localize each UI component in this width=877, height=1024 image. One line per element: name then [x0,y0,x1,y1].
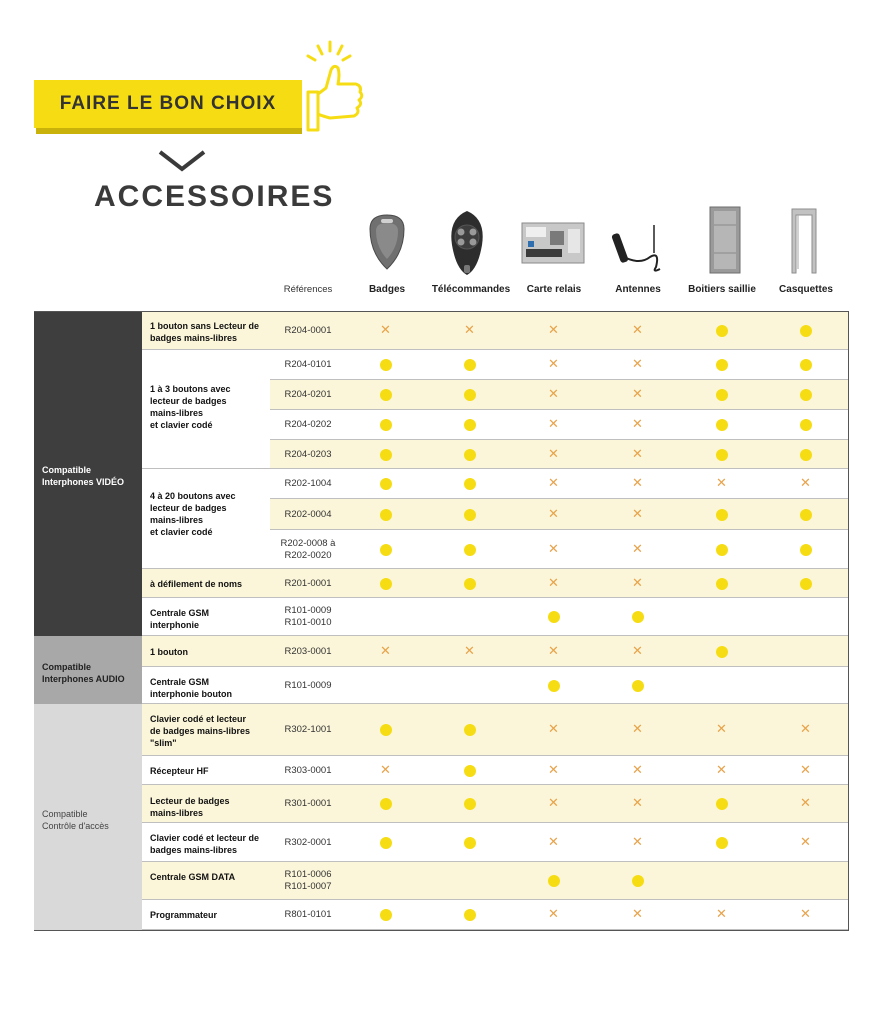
not-compatible-cross-icon: ✕ [632,834,643,850]
row-group-label-line: mains-libres [150,808,204,818]
compatible-dot-icon [464,724,476,736]
compatible-dot-icon [380,419,392,431]
row-group-label [150,909,268,921]
row-group-label-line: Programmateur [150,910,218,920]
reference-code [270,798,346,810]
column-header-remotes: Télécommandes [431,284,511,295]
reference-line: R202-0020 [284,549,332,561]
reference-code [270,909,346,921]
reference-line: R202-0004 [284,508,332,520]
row-group-label-line: à défilement de noms [150,579,243,589]
surface-box-product-image [706,205,746,277]
compatible-dot-icon [464,419,476,431]
not-compatible-cross-icon: ✕ [716,907,727,922]
not-compatible-cross-icon: ✕ [632,796,643,811]
compatible-dot-icon [380,359,392,371]
row-group-label [150,713,268,749]
not-compatible-cross-icon: ✕ [716,762,727,778]
compatible-dot-icon [716,389,728,401]
not-compatible-cross-icon: ✕ [548,357,559,372]
row-group-label-line: 1 bouton sans Lecteur de [150,321,260,331]
thumbs-up-icon [298,40,370,136]
reference-line: R101-0010 [284,617,332,628]
not-compatible-cross-icon: ✕ [632,575,643,591]
compatible-dot-icon [464,359,476,371]
reference-code [270,359,346,371]
section-title: ACCESSOIRES [94,180,335,213]
compatible-dot-icon [800,419,812,431]
not-compatible-cross-icon: ✕ [632,722,643,737]
compatible-dot-icon [716,646,728,658]
table-row [270,530,848,569]
not-compatible-cross-icon: ✕ [548,476,559,491]
not-compatible-cross-icon: ✕ [548,506,559,522]
banner-title: FAIRE LE BON CHOIX [59,93,277,114]
compatible-dot-icon [716,449,728,461]
reference-line: R302-1001 [284,724,332,735]
compatible-dot-icon [464,578,476,590]
table-row [270,900,848,930]
compatible-dot-icon [380,478,392,490]
compatible-dot-icon [800,509,812,521]
reference-code [270,509,346,521]
not-compatible-cross-icon: ✕ [548,762,559,778]
reference-line: R801-0101 [284,909,332,920]
reference-line: R302-0001 [284,836,332,848]
not-compatible-cross-icon: ✕ [548,907,559,922]
compatible-dot-icon [380,389,392,401]
row-group-label [150,676,268,700]
reference-code [270,646,346,658]
reference-code [270,724,346,736]
row-group-label-line: Clavier codé et lecteur [150,714,247,724]
table-row [270,350,848,380]
reference-line: R303-0001 [284,764,332,776]
table-row [270,569,848,598]
category-audio-label: Compatible Interphones AUDIO [42,662,125,684]
compatible-dot-icon [464,909,476,921]
row-group-label [150,832,268,856]
not-compatible-cross-icon: ✕ [380,323,391,338]
compatible-dot-icon [464,765,476,777]
reference-code [270,325,346,337]
not-compatible-cross-icon: ✕ [800,834,811,850]
title-banner-shadow [36,128,302,134]
row-group-label [150,607,268,631]
not-compatible-cross-icon: ✕ [632,417,643,432]
reference-code [270,578,346,590]
row-group-label [150,646,268,658]
not-compatible-cross-icon: ✕ [464,323,475,338]
compatible-dot-icon [380,798,392,810]
reference-line: R202-1004 [284,478,332,489]
compatible-dot-icon [716,325,728,337]
compatible-dot-icon [800,325,812,337]
compatible-dot-icon [716,837,728,849]
compatible-dot-icon [464,837,476,849]
row-group-label-line: et clavier codé [150,527,213,537]
compatible-dot-icon [548,680,560,692]
reference-code [270,478,346,490]
compatible-dot-icon [632,611,644,623]
compatible-dot-icon [548,611,560,623]
relay-card-product-image [518,205,588,275]
not-compatible-cross-icon: ✕ [464,643,475,659]
reference-line: R101-0009 [284,679,332,691]
not-compatible-cross-icon: ✕ [548,643,559,659]
column-header-hoods: Casquettes [779,284,833,295]
compatible-dot-icon [800,359,812,371]
category-video-label: Compatible Interphones VIDÉO [42,465,125,487]
row-group-label-line: 4 à 20 boutons avec [150,491,236,501]
antenna-product-image [610,205,670,275]
not-compatible-cross-icon: ✕ [632,762,643,778]
reference-line: R203-0001 [284,645,332,657]
reference-code [270,680,346,692]
compatible-dot-icon [800,544,812,556]
row-group-label-line: Récepteur HF [150,766,209,776]
table-row [270,756,848,785]
row-group-label-line: mains-libres [150,408,204,418]
not-compatible-cross-icon: ✕ [632,476,643,491]
not-compatible-cross-icon: ✕ [380,762,391,778]
not-compatible-cross-icon: ✕ [716,476,727,491]
table-row [270,380,848,410]
compatible-dot-icon [632,875,644,887]
compatible-dot-icon [716,419,728,431]
not-compatible-cross-icon: ✕ [548,834,559,850]
reference-line: R201-0001 [284,577,332,589]
compatible-dot-icon [380,544,392,556]
row-group-label-line: interphonie [150,620,199,630]
reference-code [270,389,346,401]
row-group-label-line: lecteur de badges [150,503,227,513]
compatible-dot-icon [380,578,392,590]
compatible-dot-icon [380,509,392,521]
not-compatible-cross-icon: ✕ [800,762,811,778]
not-compatible-cross-icon: ✕ [800,476,811,491]
not-compatible-cross-icon: ✕ [632,643,643,659]
not-compatible-cross-icon: ✕ [548,722,559,737]
reference-line: R202-0008 à [280,537,336,549]
not-compatible-cross-icon: ✕ [632,506,643,522]
compatible-dot-icon [632,680,644,692]
compatible-dot-icon [380,724,392,736]
remote-product-image [442,205,492,281]
row-group-label-line: Lecteur de badges [150,796,230,806]
row-group-label [150,795,268,819]
reference-line: R301-0001 [284,798,332,809]
row-group-label [150,320,268,344]
reference-code [270,605,346,629]
table-row [270,312,848,350]
not-compatible-cross-icon: ✕ [800,796,811,811]
table-row [270,785,848,823]
row-group-label-line: 1 bouton [150,647,188,657]
reference-line: R101-0007 [284,881,332,892]
row-group-label-line: interphonie bouton [150,689,232,699]
compatible-dot-icon [464,449,476,461]
table-row [270,499,848,530]
compatible-dot-icon [800,449,812,461]
not-compatible-cross-icon: ✕ [548,323,559,338]
reference-code [270,449,346,461]
row-group-label-line: 1 à 3 boutons avec [150,384,231,394]
compatible-dot-icon [716,578,728,590]
compatible-dot-icon [464,509,476,521]
compatible-dot-icon [716,798,728,810]
rain-hood-product-image [788,205,822,277]
row-group-label-line: badges mains-libres [150,333,238,343]
compatible-dot-icon [800,578,812,590]
category-access-label: Compatible Contrôle d'accès [42,809,109,831]
row-group-label [150,383,268,431]
table-row [270,704,848,756]
column-header-antennas: Antennes [615,284,661,295]
row-group-label-line: lecteur de badges [150,396,227,406]
not-compatible-cross-icon: ✕ [632,387,643,402]
table-row [270,440,848,469]
compatible-dot-icon [380,909,392,921]
compatible-dot-icon [464,798,476,810]
row-group-label [150,871,268,883]
not-compatible-cross-icon: ✕ [548,387,559,402]
column-header-references: Références [283,284,333,295]
compatible-dot-icon [716,544,728,556]
compatible-dot-icon [380,837,392,849]
reference-line: R204-0203 [284,448,332,460]
reference-line: R204-0201 [284,389,332,400]
row-group-label-line: et clavier codé [150,420,213,430]
not-compatible-cross-icon: ✕ [548,796,559,811]
table-row [270,410,848,440]
compatible-dot-icon [716,359,728,371]
row-group-label [150,765,268,777]
row-group-label-line: "slim" [150,738,177,748]
row-group-label-line: de badges mains-libres [150,726,251,736]
reference-line: R204-0101 [284,359,332,370]
not-compatible-cross-icon: ✕ [548,575,559,591]
table-row [270,823,848,862]
reference-code [270,837,346,849]
not-compatible-cross-icon: ✕ [548,417,559,432]
reference-line: R204-0001 [284,325,332,336]
compatible-dot-icon [716,509,728,521]
row-group-label-line: Centrale GSM DATA [150,872,236,882]
compatible-dot-icon [548,875,560,887]
column-header-surface-boxes: Boitiers saillie [688,284,756,295]
compatible-dot-icon [380,449,392,461]
not-compatible-cross-icon: ✕ [548,541,559,557]
not-compatible-cross-icon: ✕ [800,722,811,737]
reference-line: R204-0202 [284,419,332,430]
not-compatible-cross-icon: ✕ [800,907,811,922]
reference-code [270,765,346,777]
not-compatible-cross-icon: ✕ [380,643,391,659]
reference-code [270,869,346,893]
row-group-label-line: Centrale GSM [150,677,210,687]
row-group-label-line: Clavier codé et lecteur de [150,833,260,843]
compatible-dot-icon [464,544,476,556]
reference-code [270,538,346,562]
row-group-label [150,490,268,538]
reference-line: R101-0006 [284,869,332,880]
row-group-label-line: Centrale GSM [150,608,210,618]
not-compatible-cross-icon: ✕ [632,323,643,338]
row-group-label [150,578,268,590]
reference-line: R101-0009 [284,605,332,616]
chevron-down-icon [158,150,206,172]
compatible-dot-icon [464,478,476,490]
table-row [270,636,848,667]
reference-code [270,419,346,431]
not-compatible-cross-icon: ✕ [632,541,643,557]
not-compatible-cross-icon: ✕ [716,722,727,737]
row-group-label-line: mains-libres [150,515,204,525]
not-compatible-cross-icon: ✕ [632,446,643,462]
column-header-badges: Badges [368,284,406,295]
not-compatible-cross-icon: ✕ [632,907,643,922]
compatible-dot-icon [464,389,476,401]
table-row [270,469,848,499]
row-group-label-line: badges mains-libres [150,845,238,855]
badge-product-image [362,205,412,277]
compatible-dot-icon [800,389,812,401]
not-compatible-cross-icon: ✕ [548,446,559,462]
not-compatible-cross-icon: ✕ [632,357,643,372]
column-header-relay-card: Carte relais [526,284,582,295]
